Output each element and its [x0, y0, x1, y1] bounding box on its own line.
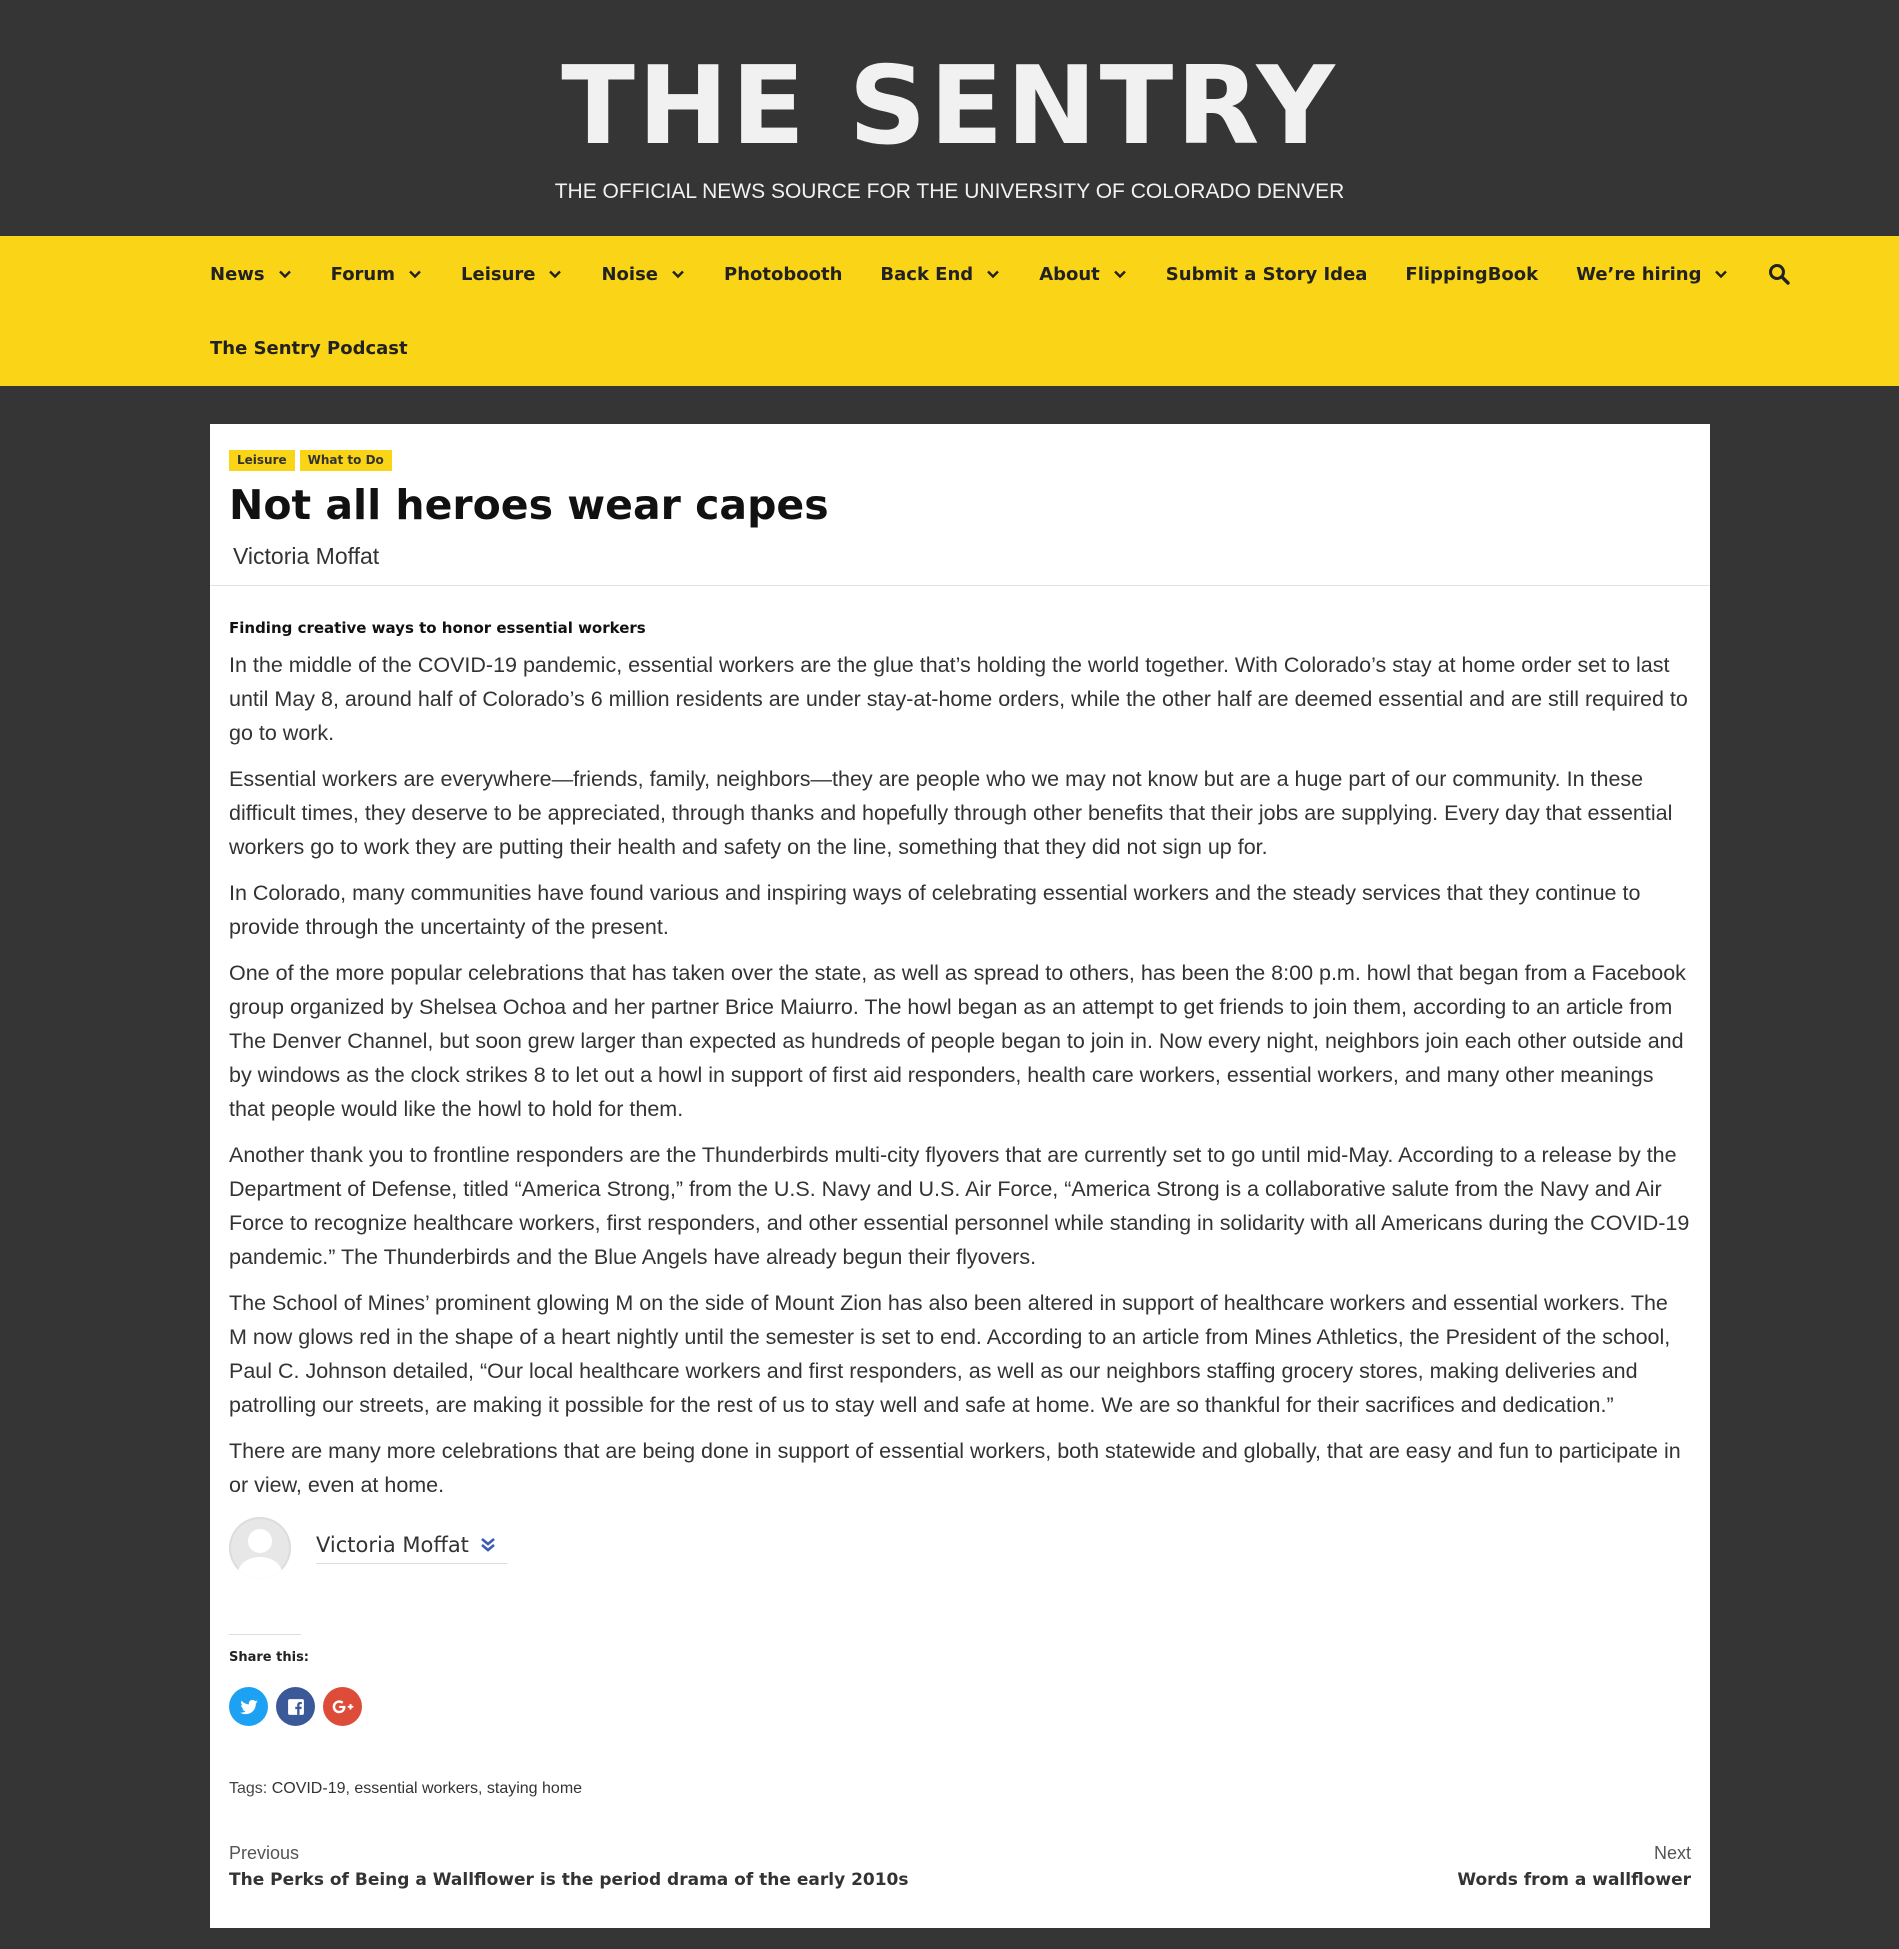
nav-item-about[interactable]: [1039, 264, 1128, 285]
article-header: [210, 424, 1710, 586]
article-paragraph: The School of Mines’ prominent glowing M on the side of Mount Zion has also been altered in support of healthcare workers and essential workers. The M now glows red in the shape of a heart nightly until the semester is set to end. According to an article from Mines Athletics, the President of the school, Paul C. Johnson detailed, “Our local healthcare workers and first responders, as well as our neighbors staffing grocery stores, making deliveries and patrolling our streets, are making it possible for the rest of us to stay well and safe at home. We are so thankful for their sacrifices and dedication.”: [229, 1291, 1671, 1417]
author-name[interactable]: Victoria Moffat: [316, 1532, 469, 1557]
article-subtitle: Finding creative ways to honor essential workers: [229, 619, 646, 637]
nav-item-label: Leisure: [461, 263, 536, 285]
nav-item-leisure[interactable]: [461, 264, 563, 285]
nav-item-flippingbook[interactable]: [1405, 264, 1538, 285]
article-byline[interactable]: Victoria Moffat: [233, 543, 380, 569]
user-silhouette-icon: [229, 1517, 291, 1579]
article-body: [210, 586, 1710, 1800]
nav-row-secondary: [210, 310, 1899, 386]
chevron-down-icon: [277, 266, 293, 282]
nav-item-label: Noise: [601, 263, 659, 285]
tag-link[interactable]: COVID-19: [271, 1780, 346, 1797]
site-title[interactable]: THE SENTRY: [561, 44, 1338, 169]
next-post-title[interactable]: Words from a wallflower: [1457, 1870, 1691, 1890]
avatar: [229, 1517, 291, 1579]
next-label: Next: [1653, 1843, 1691, 1863]
chevron-down-icon: [407, 266, 423, 282]
article-paragraph: In the middle of the COVID-19 pandemic, essential workers are the glue that’s holding the world together. With Colorado’s stay at home order set to last until May 8, around half of Colorado’s 6 million residents are under stay-at-home orders, while the other half are deemed essential and are still required to go to work.: [229, 653, 1688, 745]
previous-label: Previous: [229, 1843, 300, 1863]
facebook-icon: [286, 1697, 306, 1717]
nav-item-noise[interactable]: [601, 264, 686, 285]
nav-item-label: Forum: [330, 263, 396, 285]
share-title: Share this:: [229, 1650, 310, 1665]
site-header: [0, 0, 1899, 236]
nav-item-label: The Sentry Podcast: [210, 337, 408, 359]
nav-row-primary: [210, 236, 1899, 312]
nav-item-photobooth[interactable]: [724, 264, 842, 285]
share-facebook-button[interactable]: [276, 1687, 315, 1726]
article-paragraph: One of the more popular celebrations that has taken over the state, as well as spread to others, has been the 8:00 p.m. howl that began from a Facebook group organized by Shelsea Ochoa and her partner Brice Maiurro. The howl began as an attempt to get friends to join them, according to an article from The Denver Channel, but soon grew larger than expected as hundreds of people began to join in. Now every night, neighbors join each other outside and by windows as the clock strikes 8 to let out a howl in support of first aid responders, health care workers, essential workers, and many other meanings that people would like the howl to hold for them.: [229, 961, 1686, 1121]
share-google-plus-button[interactable]: [323, 1687, 362, 1726]
article-paragraph: Another thank you to frontline responders are the Thunderbirds multi-city flyovers that are currently set to go until mid-May. According to a release by the Department of Defense, titled “America Strong,” from the U.S. Navy and U.S. Air Force, “America Strong is a collaborative salute from the Navy and Air Force to recognize healthcare workers, first responders, and other essential personnel while standing in solidarity with all Americans during the COVID-19 pandemic.” The Thunderbirds and the Blue Angels have already begun their flyovers.: [229, 1143, 1690, 1269]
share-divider: [229, 1634, 301, 1635]
chevron-down-icon: [985, 266, 1001, 282]
chevron-down-icon: [547, 266, 563, 282]
tags-label: Tags:: [229, 1780, 272, 1797]
nav-item-label: News: [210, 263, 265, 285]
tag-link[interactable]: staying home: [486, 1780, 583, 1797]
category-badge-leisure[interactable]: Leisure: [229, 450, 295, 471]
nav-item-label: Photobooth: [724, 263, 843, 285]
main-nav: [0, 236, 1899, 386]
nav-item-submit-story[interactable]: [1166, 264, 1368, 285]
share-buttons: [229, 1687, 1691, 1726]
post-navigation: [229, 1840, 1691, 1896]
article-paragraph: In Colorado, many communities have found various and inspiring ways of celebrating essential workers and the steady services that they continue to provide through the uncertainty of the present.: [229, 881, 1641, 939]
author-box: [229, 1516, 1691, 1580]
nav-item-label: About: [1039, 263, 1100, 285]
search-icon[interactable]: [1767, 262, 1791, 286]
category-badge-what-to-do[interactable]: What to Do: [300, 450, 392, 471]
chevron-down-icon: [670, 266, 686, 282]
twitter-icon: [239, 1697, 259, 1717]
article-title: Not all heroes wear capes: [229, 481, 829, 529]
nav-item-back-end[interactable]: [880, 264, 1001, 285]
next-post-link[interactable]: [1457, 1840, 1691, 1894]
tag-link[interactable]: essential workers: [354, 1780, 478, 1797]
nav-item-label: We’re hiring: [1576, 263, 1702, 285]
site-tagline: THE OFFICIAL NEWS SOURCE FOR THE UNIVERSITY OF COLORADO DENVER: [554, 180, 1345, 203]
article-card: [210, 424, 1710, 1928]
nav-item-news[interactable]: [210, 264, 293, 285]
double-chevron-down-icon[interactable]: [479, 1536, 497, 1554]
category-list: [229, 450, 1691, 471]
article-paragraph: There are many more celebrations that are being done in support of essential workers, both statewide and globally, that are easy and fun to participate in or view, even at home.: [229, 1439, 1681, 1497]
nav-item-podcast[interactable]: [210, 338, 408, 359]
author-name-wrap: [316, 1533, 507, 1564]
nav-item-label: Submit a Story Idea: [1165, 263, 1368, 285]
nav-item-label: FlippingBook: [1405, 263, 1539, 285]
nav-item-hiring[interactable]: [1576, 264, 1729, 285]
chevron-down-icon: [1112, 266, 1128, 282]
google-plus-icon: [332, 1699, 354, 1715]
tag-list: Tags: COVID-19, essential workers, staying home: [229, 1780, 583, 1797]
article-paragraph: Essential workers are everywhere—friends, family, neighbors—they are people who we may not know but are a huge part of our community. In these difficult times, they deserve to be appreciated, through thanks and hopefully through other benefits that their jobs are supplying. Every day that essential workers go to work they are putting their health and safety on the line, something that they did not sign up for.: [229, 767, 1673, 859]
previous-post-title[interactable]: The Perks of Being a Wallflower is the period drama of the early 2010s: [229, 1870, 909, 1890]
chevron-down-icon: [1713, 266, 1729, 282]
share-twitter-button[interactable]: [229, 1687, 268, 1726]
nav-item-forum[interactable]: [331, 264, 423, 285]
nav-item-label: Back End: [880, 263, 974, 285]
previous-post-link[interactable]: [229, 1840, 909, 1894]
